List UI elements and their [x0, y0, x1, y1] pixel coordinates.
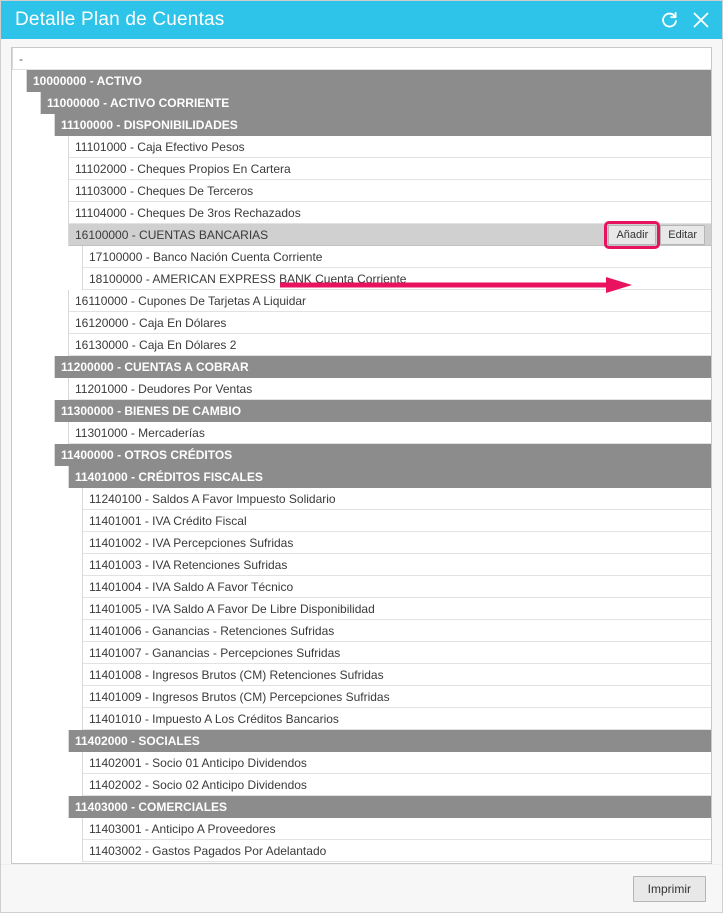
tree-row[interactable]: [12, 48, 711, 70]
print-button[interactable]: Imprimir: [633, 876, 706, 902]
tree-row-label: 11401000 - CRÉDITOS FISCALES: [69, 466, 711, 488]
tree-row-label: 16100000 - CUENTAS BANCARIAS: [69, 224, 711, 246]
tree-indent: [12, 378, 69, 400]
close-icon[interactable]: [690, 9, 712, 31]
tree-row[interactable]: [12, 180, 711, 202]
tree-row[interactable]: [12, 334, 711, 356]
window-content: [1, 39, 722, 864]
tree-indent: [12, 180, 69, 202]
tree-indent: [12, 334, 69, 356]
window-footer: [1, 864, 722, 912]
tree-indent: [12, 664, 83, 686]
tree-indent: [12, 730, 69, 752]
tree-indent: [12, 70, 27, 92]
page-title: Detalle Plan de Cuentas: [15, 9, 225, 30]
tree-row[interactable]: [12, 224, 711, 246]
tree-row-label: 11401006 - Ganancias - Retenciones Sufridas: [83, 620, 711, 642]
tree-indent: [12, 202, 69, 224]
tree-indent: [12, 796, 69, 818]
tree-row-label: 11301000 - Mercaderías: [69, 422, 711, 444]
tree-row[interactable]: [12, 708, 711, 730]
tree-row[interactable]: [12, 554, 711, 576]
tree-row-label: 11102000 - Cheques Propios En Cartera: [69, 158, 711, 180]
tree-row[interactable]: [12, 598, 711, 620]
tree-row-label: 11401007 - Ganancias - Percepciones Sufridas: [83, 642, 711, 664]
tree-row[interactable]: [12, 422, 711, 444]
tree-row-label: 11401004 - IVA Saldo A Favor Técnico: [83, 576, 711, 598]
tree-row-label: 11401002 - IVA Percepciones Sufridas: [83, 532, 711, 554]
account-tree[interactable]: [12, 48, 711, 863]
tree-row[interactable]: [12, 620, 711, 642]
tree-indent: [12, 642, 83, 664]
tree-row-label: 11403002 - Gastos Pagados Por Adelantado: [83, 840, 711, 862]
tree-row[interactable]: [12, 576, 711, 598]
tree-row-label: 11103000 - Cheques De Terceros: [69, 180, 711, 202]
tree-row-label: 11401003 - IVA Retenciones Sufridas: [83, 554, 711, 576]
tree-row-label: 17100000 - Banco Nación Cuenta Corriente: [83, 246, 711, 268]
tree-indent: [12, 708, 83, 730]
tree-row-label: 11240100 - Saldos A Favor Impuesto Solidario: [83, 488, 711, 510]
tree-indent: [12, 774, 83, 796]
tree-indent: [12, 158, 69, 180]
tree-indent: [12, 224, 69, 246]
tree-row[interactable]: [12, 840, 711, 862]
tree-row-label: 11402002 - Socio 02 Anticipo Dividendos: [83, 774, 711, 796]
tree-indent: [12, 400, 55, 422]
tree-row[interactable]: [12, 532, 711, 554]
tree-row-label: 11403000 - COMERCIALES: [69, 796, 711, 818]
tree-row-label: 11104000 - Cheques De 3ros Rechazados: [69, 202, 711, 224]
tree-row[interactable]: [12, 158, 711, 180]
tree-indent: [12, 598, 83, 620]
tree-indent: [12, 510, 83, 532]
tree-row[interactable]: [12, 92, 711, 114]
tree-indent: [12, 312, 69, 334]
tree-row-label: 11100000 - DISPONIBILIDADES: [55, 114, 711, 136]
tree-indent: [12, 136, 69, 158]
tree-row-label: -: [13, 48, 711, 70]
tree-row-label: 11400000 - OTROS CRÉDITOS: [55, 444, 711, 466]
tree-indent: [12, 840, 83, 862]
tree-row-label: 11401001 - IVA Crédito Fiscal: [83, 510, 711, 532]
tree-row[interactable]: [12, 136, 711, 158]
titlebar-actions: [658, 9, 712, 31]
tree-row-label: 11401010 - Impuesto A Los Créditos Bancarios: [83, 708, 711, 730]
tree-indent: [12, 356, 55, 378]
tree-indent: [12, 466, 69, 488]
tree-row-label: 18100000 - AMERICAN EXPRESS BANK Cuenta Corriente: [83, 268, 711, 290]
tree-row-label: 10000000 - ACTIVO: [27, 70, 711, 92]
tree-indent: [12, 620, 83, 642]
tree-row[interactable]: [12, 510, 711, 532]
tree-row[interactable]: [12, 818, 711, 840]
tree-row[interactable]: [12, 290, 711, 312]
tree-indent: [12, 752, 83, 774]
tree-row[interactable]: [12, 796, 711, 818]
tree-indent: [12, 488, 83, 510]
tree-row-label: 11401009 - Ingresos Brutos (CM) Percepciones Sufridas: [83, 686, 711, 708]
tree-row[interactable]: [12, 246, 711, 268]
tree-row[interactable]: [12, 70, 711, 92]
tree-row[interactable]: [12, 400, 711, 422]
tree-row-label: 11000000 - ACTIVO CORRIENTE: [41, 92, 711, 114]
tree-row-label: 11101000 - Caja Efectivo Pesos: [69, 136, 711, 158]
tree-row[interactable]: [12, 312, 711, 334]
tree-indent: [12, 422, 69, 444]
tree-row[interactable]: [12, 664, 711, 686]
tree-indent: [12, 818, 83, 840]
account-tree-panel[interactable]: [11, 47, 712, 864]
tree-row-label: 11201000 - Deudores Por Ventas: [69, 378, 711, 400]
tree-row[interactable]: [12, 378, 711, 400]
tree-row-label: 16110000 - Cupones De Tarjetas A Liquidar: [69, 290, 711, 312]
tree-row[interactable]: [12, 114, 711, 136]
tree-row-label: 11403001 - Anticipo A Proveedores: [83, 818, 711, 840]
tree-row-label: 16130000 - Caja En Dólares 2: [69, 334, 711, 356]
tree-row[interactable]: [12, 730, 711, 752]
tree-indent: [12, 554, 83, 576]
tree-indent: [12, 246, 83, 268]
edit-account-button[interactable]: Editar: [660, 225, 705, 245]
tree-row-label: 11401005 - IVA Saldo A Favor De Libre Disponibilidad: [83, 598, 711, 620]
tree-row-label: 16120000 - Caja En Dólares: [69, 312, 711, 334]
tree-indent: [12, 290, 69, 312]
tree-row[interactable]: [12, 268, 711, 290]
window-titlebar: [1, 1, 722, 39]
row-action-buttons: [608, 225, 705, 245]
tree-indent: [12, 114, 55, 136]
tree-row[interactable]: [12, 752, 711, 774]
tree-row[interactable]: [12, 774, 711, 796]
tree-row-label: 11200000 - CUENTAS A COBRAR: [55, 356, 711, 378]
tree-row[interactable]: [12, 444, 711, 466]
tree-row-label: 11402000 - SOCIALES: [69, 730, 711, 752]
tree-indent: [12, 92, 41, 114]
tree-row[interactable]: [12, 202, 711, 224]
refresh-icon[interactable]: [658, 9, 680, 31]
tree-indent: [12, 268, 83, 290]
tree-row[interactable]: [12, 642, 711, 664]
tree-indent: [12, 686, 83, 708]
tree-row-label: 11402001 - Socio 01 Anticipo Dividendos: [83, 752, 711, 774]
add-account-button[interactable]: Añadir: [608, 225, 656, 245]
tree-indent: [12, 532, 83, 554]
tree-row[interactable]: [12, 686, 711, 708]
tree-row[interactable]: [12, 466, 711, 488]
tree-row-label: 11300000 - BIENES DE CAMBIO: [55, 400, 711, 422]
tree-indent: [12, 576, 83, 598]
tree-indent: [12, 444, 55, 466]
tree-row[interactable]: [12, 488, 711, 510]
tree-row-label: 11401008 - Ingresos Brutos (CM) Retenciones Sufridas: [83, 664, 711, 686]
tree-row[interactable]: [12, 356, 711, 378]
